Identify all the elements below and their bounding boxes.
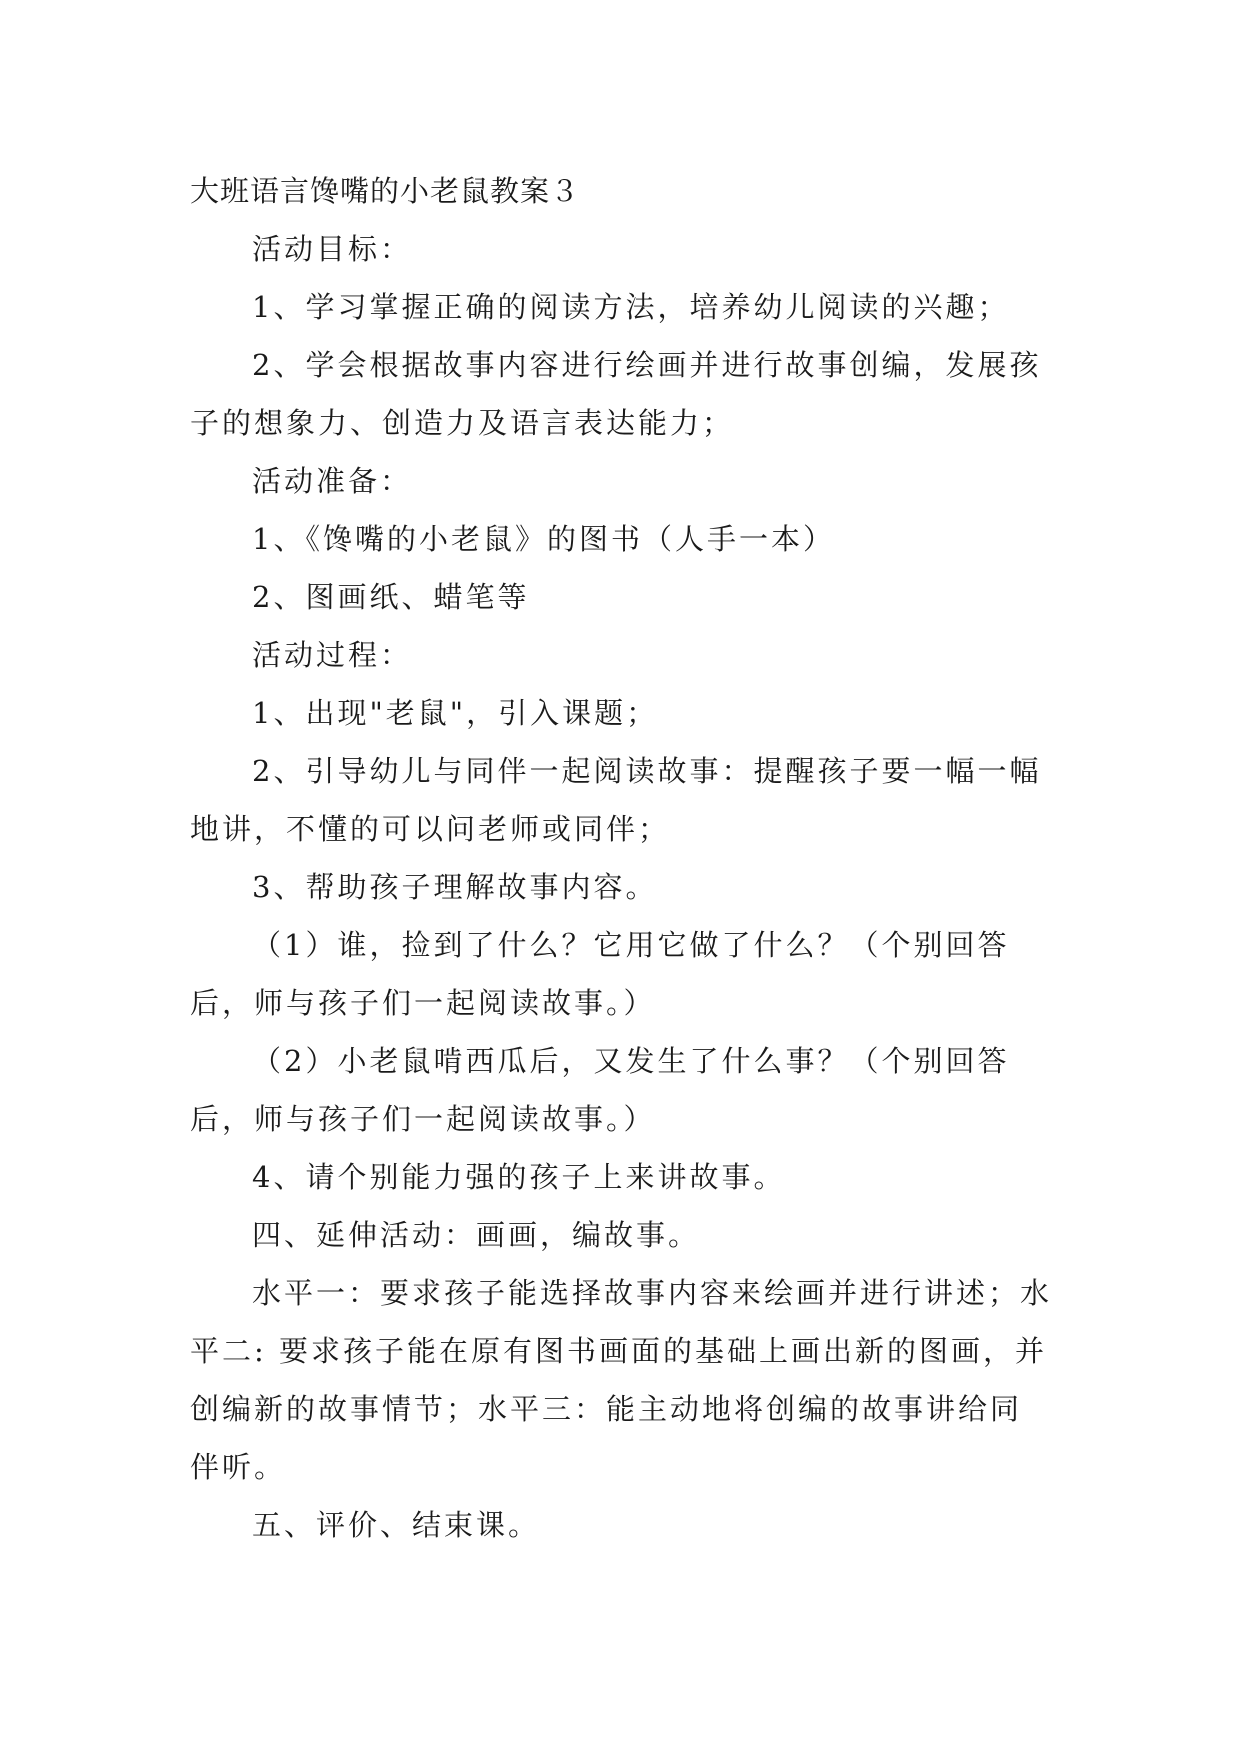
heading-activity-preparation: 活动准备： [252,464,413,498]
evaluation-end: 五、评价、结束课。 [252,1508,541,1542]
process-subitem-2: （2）小老鼠啃西瓜后，又发生了什么事？（个别回答后，师与孩子们一起阅读故事。） [190,1044,1010,1136]
process-item-2: 2、引导幼儿与同伴一起阅读故事：提醒孩子要一幅一幅地讲，不懂的可以问老师或同伴； [190,754,1042,846]
goal-item-2: 2、学会根据故事内容进行绘画并进行故事创编，发展孩子的想象力、创造力及语言表达能力； [190,348,1042,440]
preparation-item-2: 2、图画纸、蜡笔等 [252,580,530,614]
process-subitem-1: （1）谁，捡到了什么？它用它做了什么？（个别回答后，师与孩子们一起阅读故事。） [190,928,1010,1020]
heading-activity-process: 活动过程： [252,638,413,672]
extension-levels: 水平一：要求孩子能选择故事内容来绘画并进行讲述；水平二: 要求孩子能在原有图书画面的基础上画出新的图画，并创编新的故事情节；水平三：能主动地将创编的故事讲给同伴听。 [190,1276,1053,1484]
process-item-3: 3、帮助孩子理解故事内容。 [252,870,658,904]
process-item-1: 1、出现"老鼠"，引入课题； [252,696,659,730]
goal-item-1: 1、学习掌握正确的阅读方法，培养幼儿阅读的兴趣； [252,290,1010,324]
process-item-4: 4、请个别能力强的孩子上来讲故事。 [252,1160,786,1194]
heading-activity-goals: 活动目标： [252,232,413,266]
document-title: 大班语言馋嘴的小老鼠教案３ [190,174,581,208]
extension-activity: 四、延伸活动：画画，编故事。 [252,1218,701,1252]
preparation-item-1: 1、《馋嘴的小老鼠》的图书（人手一本） [252,522,835,556]
document-page [190,162,1052,1554]
